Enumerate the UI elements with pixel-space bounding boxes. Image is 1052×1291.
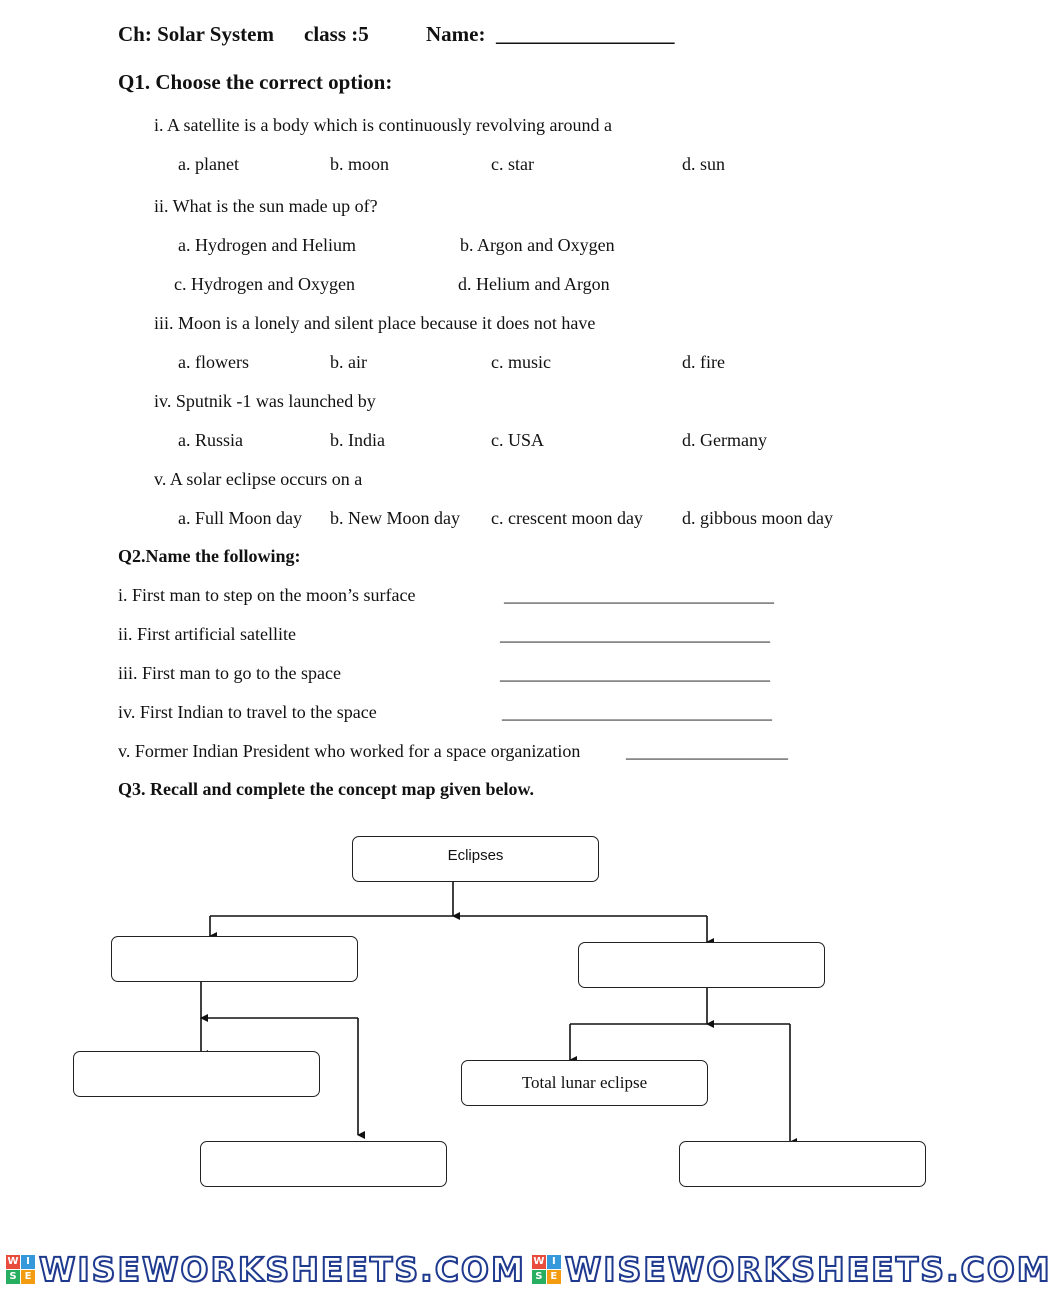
q1-option[interactable]: b. India	[330, 430, 385, 450]
q1-question: i. A satellite is a body which is continuously revolving around a	[154, 115, 612, 135]
concept-box-left-main[interactable]	[111, 936, 358, 982]
logo-tile: E	[21, 1270, 35, 1284]
q1-option[interactable]: a. flowers	[178, 352, 249, 372]
q1-option[interactable]: a. Hydrogen and Helium	[178, 235, 356, 255]
concept-box-root	[352, 836, 599, 882]
q1-question: iii. Moon is a lonely and silent place because it does not have	[154, 313, 596, 333]
q1-question: ii. What is the sun made up of?	[154, 196, 378, 216]
answer-blank[interactable]: ______________________________	[502, 702, 772, 722]
brand-logo	[532, 1255, 561, 1284]
q1-option[interactable]: c. USA	[491, 430, 544, 450]
q1-option[interactable]: c. star	[491, 154, 534, 174]
q2-item: iii. First man to go to the space	[118, 663, 341, 683]
q1-question: iv. Sputnik -1 was launched by	[154, 391, 376, 411]
q1-option[interactable]: a. Russia	[178, 430, 243, 450]
q1-option[interactable]: d. Helium and Argon	[458, 274, 610, 294]
chapter-title: Ch: Solar System	[118, 22, 274, 46]
answer-blank[interactable]: ______________________________	[504, 585, 774, 605]
q3-title: Q3. Recall and complete the concept map given below.	[118, 779, 534, 799]
q1-title: Q1. Choose the correct option:	[118, 70, 393, 94]
logo-tile: S	[532, 1270, 546, 1284]
name-label: Name:	[426, 22, 486, 46]
brand-text: WISEWORKSHEETS.COM	[39, 1250, 526, 1289]
q2-item: i. First man to step on the moon’s surface	[118, 585, 416, 605]
q2-item: v. Former Indian President who worked for a space organization	[118, 741, 581, 761]
brand	[532, 1250, 1052, 1289]
concept-box-label: Total lunar eclipse	[521, 1073, 648, 1092]
logo-tile: I	[547, 1255, 561, 1269]
q1-option[interactable]: d. fire	[682, 352, 725, 372]
class-label: class :5	[304, 22, 369, 46]
logo-tile: W	[533, 1256, 545, 1267]
concept-box-right-main[interactable]	[578, 942, 825, 988]
answer-blank[interactable]: __________________	[626, 741, 788, 761]
q1-option[interactable]: b. moon	[330, 154, 390, 174]
concept-box-left-child-1[interactable]	[73, 1051, 320, 1097]
q1-option[interactable]: b. air	[330, 352, 367, 372]
q1-option[interactable]: c. Hydrogen and Oxygen	[174, 274, 355, 294]
brand-logo	[6, 1255, 35, 1284]
answer-blank[interactable]: ______________________________	[500, 624, 770, 644]
brand	[6, 1250, 526, 1289]
q2-item: iv. First Indian to travel to the space	[118, 702, 377, 722]
logo-tile: S	[6, 1270, 20, 1284]
q1-option[interactable]: d. Germany	[682, 430, 767, 450]
q1-option[interactable]: a. planet	[178, 154, 239, 174]
logo-tile: W	[7, 1256, 19, 1267]
q1-option[interactable]: b. New Moon day	[330, 508, 460, 528]
q2-item: ii. First artificial satellite	[118, 624, 296, 644]
concept-box-label: Eclipses	[447, 847, 504, 864]
q1-option[interactable]: a. Full Moon day	[178, 508, 302, 528]
logo-tile: I	[21, 1255, 35, 1269]
brand-text: WISEWORKSHEETS.COM	[564, 1250, 1052, 1289]
q1-option[interactable]: d. sun	[682, 154, 726, 174]
concept-box-right-child-1	[461, 1060, 708, 1106]
q2-title: Q2.Name the following:	[118, 546, 301, 566]
q1-option[interactable]: c. music	[491, 352, 551, 372]
q1-option[interactable]: b. Argon and Oxygen	[460, 235, 615, 255]
q1-option[interactable]: d. gibbous moon day	[682, 508, 833, 528]
footer-watermark	[0, 1248, 1052, 1291]
name-blank[interactable]: _________________	[496, 22, 675, 46]
answer-blank[interactable]: ______________________________	[500, 663, 770, 683]
concept-box-right-child-2[interactable]	[679, 1141, 926, 1187]
logo-tile: E	[547, 1270, 561, 1284]
concept-box-left-child-2[interactable]	[200, 1141, 447, 1187]
q1-option[interactable]: c. crescent moon day	[491, 508, 643, 528]
q1-question: v. A solar eclipse occurs on a	[154, 469, 363, 489]
